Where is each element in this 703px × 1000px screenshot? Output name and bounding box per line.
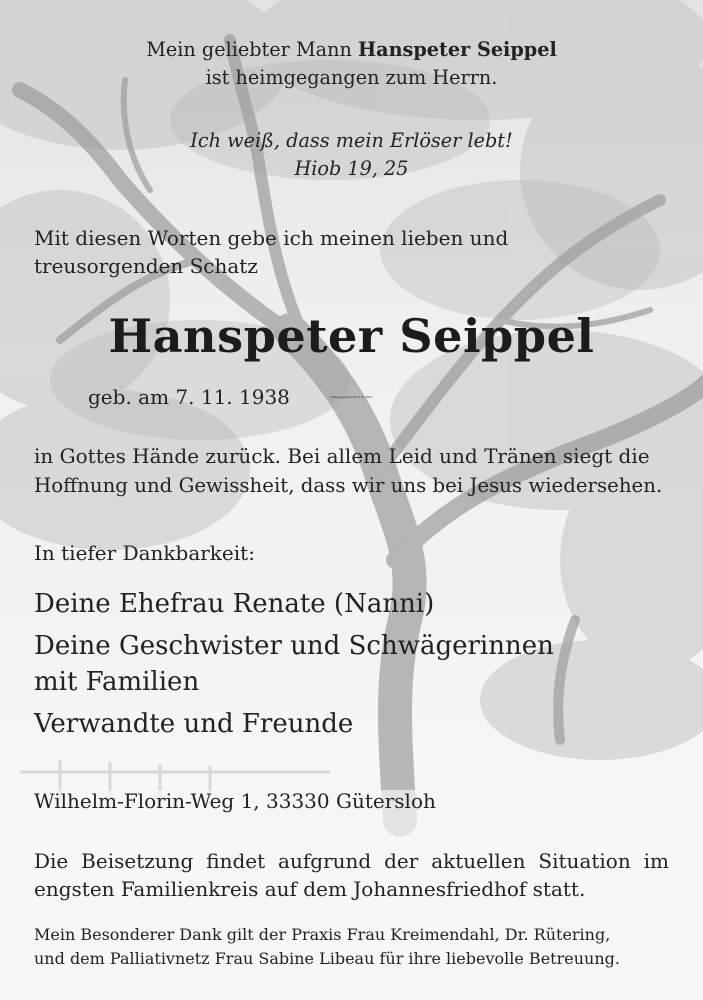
birth-date: geb. am 7. 11. 1938	[88, 385, 290, 409]
death-date: heimgegangen am 9. 4. 2021	[330, 395, 373, 399]
intro-name: Hanspeter Seippel	[357, 38, 557, 61]
lead-line-2: treusorgenden Schatz	[34, 254, 258, 278]
funeral-line-1: Die Beisetzung findet aufgrund der aktuellen Situation im	[34, 849, 669, 873]
deceased-name: Hanspeter Seippel	[108, 309, 595, 363]
funeral-line-2: engsten Familienkreis auf dem Johannesfriedhof statt.	[34, 877, 586, 901]
mourner-siblings-line-2: mit Familien	[34, 667, 200, 697]
message-line-1: in Gottes Hände zurück. Bei allem Leid und Tränen siegt die	[34, 444, 650, 468]
lead-line-1: Mit diesen Worten gebe ich meinen lieben und	[34, 226, 509, 250]
mourner-siblings-line-1: Deine Geschwister und Schwägerinnen	[34, 631, 554, 661]
bible-verse: Ich weiß, dass mein Erlöser lebt!	[190, 129, 513, 152]
mourner-wife: Deine Ehefrau Renate (Nanni)	[34, 589, 435, 619]
thanks-line-2: und dem Palliativnetz Frau Sabine Libeau für ihre liebevolle Betreuung.	[34, 949, 620, 968]
message-line-2: Hoffnung und Gewissheit, dass wir uns bei Jesus wiedersehen.	[34, 474, 663, 497]
bible-reference: Hiob 19, 25	[294, 157, 409, 180]
mourner-relatives: Verwandte und Freunde	[34, 709, 354, 739]
intro-line-2: ist heimgegangen zum Herrn.	[205, 66, 498, 89]
thanks-line-1: Mein Besonderer Dank gilt der Praxis Frau Kreimendahl, Dr. Rütering,	[34, 925, 611, 944]
address: Wilhelm-Florin-Weg 1, 33330 Gütersloh	[34, 789, 436, 813]
mourners-heading: In tiefer Dankbarkeit:	[34, 541, 255, 565]
intro-line-1	[0, 37, 703, 63]
intro-prefix: Mein geliebter Mann	[146, 38, 358, 61]
